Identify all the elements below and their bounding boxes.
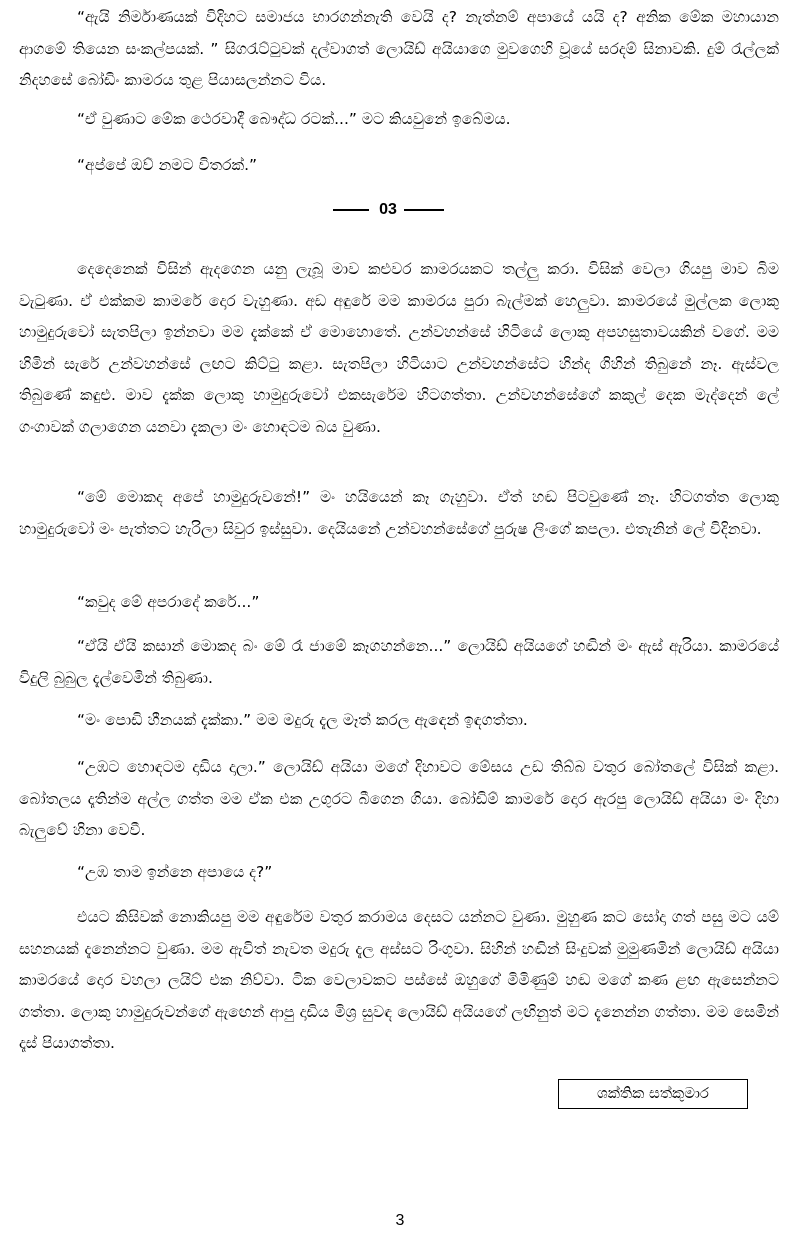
paragraph-9: “උඹට හොඳටම දාඩිය දාලා.” ලොයිඩ් අයියා මගේ දිහාවට මේසය උඩ තිබ්බ වතුර බෝතලේ විසික් කළා. බෝතලය දෑතින්ම අල්ල ගත්ත මම ඒක එක උගුරට බීගෙන ගියා. බෝඩිම් කාමරේ දොර ඇරපු ලොයිඩ් අයියා මං දිහා බැලුවේ හිනා වෙවී. [19,758,779,839]
author-name-box: ශක්තික සත්කුමාර [558,1079,748,1109]
paragraph-11: එයට කිසිවක් නොකියපු මම අඳුරේම වතුර කරාමය දෙසට යන්නට වුණා. මුහුණ කට සෝදා ගත් පසු මට යම් සහනයක් දැනෙන්නට වුණා. මම ඇවිත් නැවත මදුරු දැල අස්සට රිංගුවා. සිහින් හඬින් සිංදුවක් මුමුණමින් ලොයිඩ් අයියා කාමරයේ දොර වහලා ලයිට් එක නිව්වා. ටික වෙලාවකට පස්සේ ඔහුගේ මිමිණුම් හඬ මගේ කණ ළඟ ඇසෙන්නට ගත්තා. ලොකු හාමුදුරුවන්ගේ ඇඟෙන් ආපු දාඩිය මිශ්‍ර සුවඳ ලොයිඩ් අයියගේ ලඟිනුත් මට දැනෙන්න ගත්තා. මම සෙමින් දෑස් පියාගත්තා. [19,908,779,1052]
paragraph-1: “ඇයි නිර්මාණයක් විදිහට සමාජය භාරගන්නැති වෙයි ද? නැත්නම් අපායේ යයි ද? අනික මේක මහායාන ආගමේ තියෙන සංකල්පයක්. ” සිගරැට්ටුවක් දල්වාගත් ලොයිඩ් අයියාගෙ මුවගෙහි වූයේ සරදම් සිනාවකි. දුම් රැල්ලක් නිදහසේ බෝඩිං කාමරය තුළ පියාසලන්නට විය. [19,8,779,89]
paragraph-4: දෙදෙනෙක් විසින් ඇදගෙන යනු ලැබූ මාව කළුවර කාමරයකට තල්ලු කරා. විසික් වෙලා ගියපු මාව බිම වැටුණා. ඒ එක්කම කාමරේ දොර වැහුණා. අඩ අඳුරේ මම කාමරය පුරා බැල්මක් හෙලුවා. කාමරයේ මුල්ලක ලොකු හාමුදුරුවෝ සැතපිලා ඉන්නවා මම දැක්කේ ඒ මොහොතේ. උන්වහන්සේ හිටියේ ලොකු අපහසුතාවයකින් වගේ. මම හිමින් සැරේ උන්වහන්සේ ලඟට කිට්ටු කළා. සැතපිලා හිටියාට උන්වහන්සේට හින්ද ගිහින් තිබුනේ නෑ. ඇස්වල තිබුණේ කඳුළු. මාව දැක්ක ලොකු හාමුදුරුවෝ එකසැරේම හිටගත්තා. උන්වහන්සේගේ කකුල් දෙක මැද්දෙන් ලේ ගංගාවක් ගලාගෙන යනවා දැකලා මං හොඳටම බය වුණා. [19,260,779,436]
paragraph-7: “ඒයි ඒයි කසාන් මොකද බං මේ රෑ ජාමේ කෑගහන්නෙ...” ලොයිඩ් අයියගේ හඬින් මං ඇස් ඇරියා. කාමරයේ විදුලි බුබුල දැල්වෙමින් තිබුණා. [19,637,779,687]
section-rule-left [333,209,369,211]
section-rule-right [404,209,444,211]
section-number: 03 [379,201,397,218]
paragraph-10: “උඹ තාම ඉන්නෙ අපායෙ ද?” [77,863,273,881]
paragraph-6: “කවුද මේ අපරාදේ කරේ...” [77,593,260,611]
page-number: 3 [395,1212,405,1229]
paragraph-8: “මං පොඩි හීනයක් දැක්කා.” මම මදුරු දැල මෑත් කරල ඇඳෙන් ඉඳගත්තා. [77,711,528,729]
paragraph-2: “ඒ වුණාට මේක ථෙරවාදී බෞද්ධ රටක්...” මට කියවුනේ ඉබේමය. [77,110,511,128]
section-break [0,196,800,224]
paragraph-5: “මේ මොකද අපේ හාමුදුරුවනේ!” මං හයියෙන් කෑ ගැහුවා. ඒත් හඬ පිටවුණේ නෑ. හිටගත්ත ලොකු හාමුදුරුවෝ මං පැත්තට හැරිලා සිවුර ඉස්සුවා. දෙයියනේ උන්වහන්සේගේ පුරුෂ ලිංගේ කපලා. එතැනින් ලේ විදිනවා. [19,488,779,538]
paragraph-3: “අප්පේ ඔව් නමට විතරක්.” [77,156,258,174]
